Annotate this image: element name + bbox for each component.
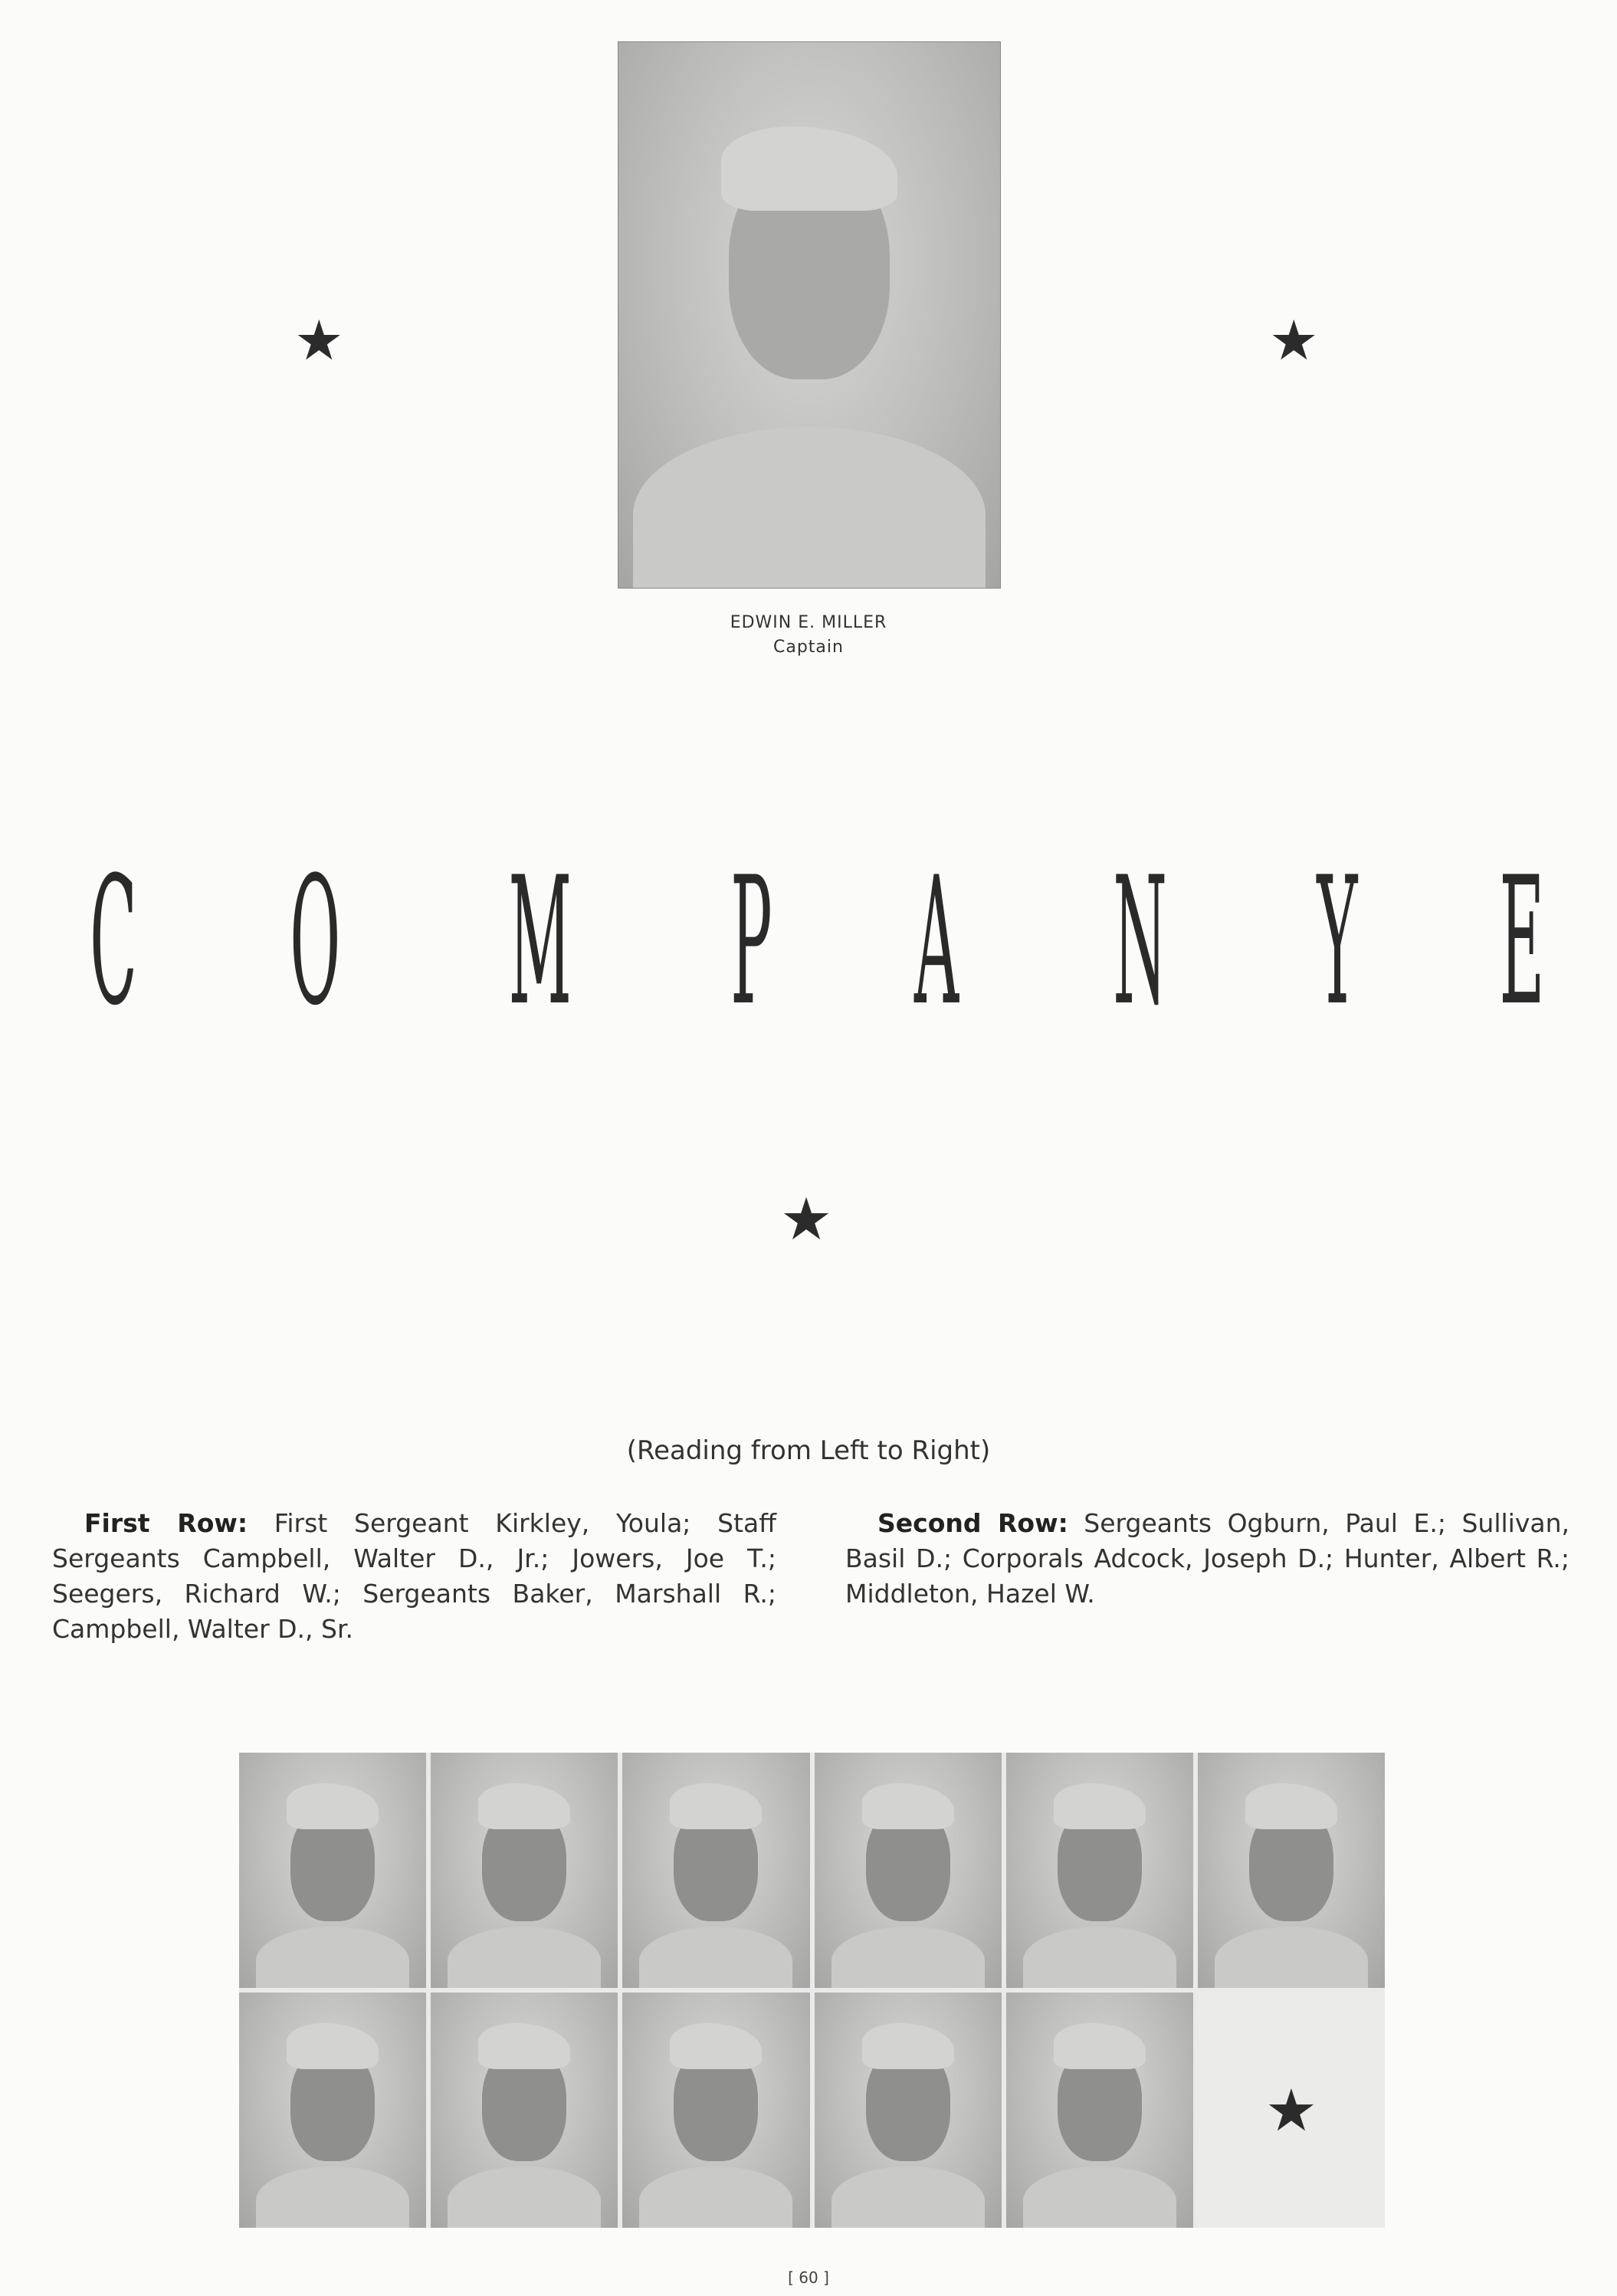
portrait-photo xyxy=(1006,1993,1193,2228)
heading-letter: O xyxy=(290,840,341,1045)
portrait-photo xyxy=(622,1993,809,2228)
heading-letter: N xyxy=(1113,840,1167,1045)
captain-portrait xyxy=(618,41,1001,589)
heading-letter: E xyxy=(1499,840,1545,1045)
company-heading xyxy=(46,840,1586,1045)
second-row-label: Second Row: xyxy=(877,1508,1068,1538)
second-row-text: Sergeants Ogburn, Paul E.; Sullivan, Basil D.; Corporals Adcock, Joseph D.; Hunter, Albert R.; Middleton, Hazel W. xyxy=(845,1508,1569,1609)
portrait-photo xyxy=(431,1993,618,2228)
portrait-photo xyxy=(431,1753,618,1988)
first-row-caption xyxy=(52,1506,776,1647)
heading-letter: C xyxy=(90,840,137,1045)
first-row-text: First Sergeant Kirkley, Youla; Staff Sergeants Campbell, Walter D., Jr.; Jowers, Joe T.; Seegers, Richard W.; Sergeants Baker, Marshall R.; Campbell, Walter D., Sr. xyxy=(52,1508,776,1644)
portrait-photo xyxy=(239,1993,426,2228)
star-icon-right: ★ xyxy=(1269,308,1319,372)
empty-star-cell xyxy=(1198,1993,1385,2228)
portrait-grid xyxy=(239,1753,1385,2228)
star-icon-left: ★ xyxy=(294,308,344,372)
portrait-photo xyxy=(622,1753,809,1988)
portrait-photo xyxy=(815,1753,1002,1988)
star-icon-center: ★ xyxy=(780,1185,833,1253)
star-icon: ★ xyxy=(1264,2076,1317,2144)
page-number: [ 60 ] xyxy=(788,2268,829,2287)
heading-letter: A xyxy=(914,840,959,1045)
captain-name: EDWIN E. MILLER xyxy=(730,613,887,632)
portrait-photo xyxy=(1006,1753,1193,1988)
heading-letter: Y xyxy=(1317,840,1358,1045)
portrait-photo xyxy=(239,1753,426,1988)
heading-letter: M xyxy=(508,840,572,1045)
reading-note: (Reading from Left to Right) xyxy=(626,1435,991,1466)
portrait-photo xyxy=(1198,1753,1385,1988)
second-row-caption xyxy=(845,1506,1569,1612)
first-row-label: First Row: xyxy=(84,1508,248,1538)
heading-letter: P xyxy=(730,840,772,1045)
portrait-photo xyxy=(815,1993,1002,2228)
captain-rank: Captain xyxy=(773,638,844,657)
